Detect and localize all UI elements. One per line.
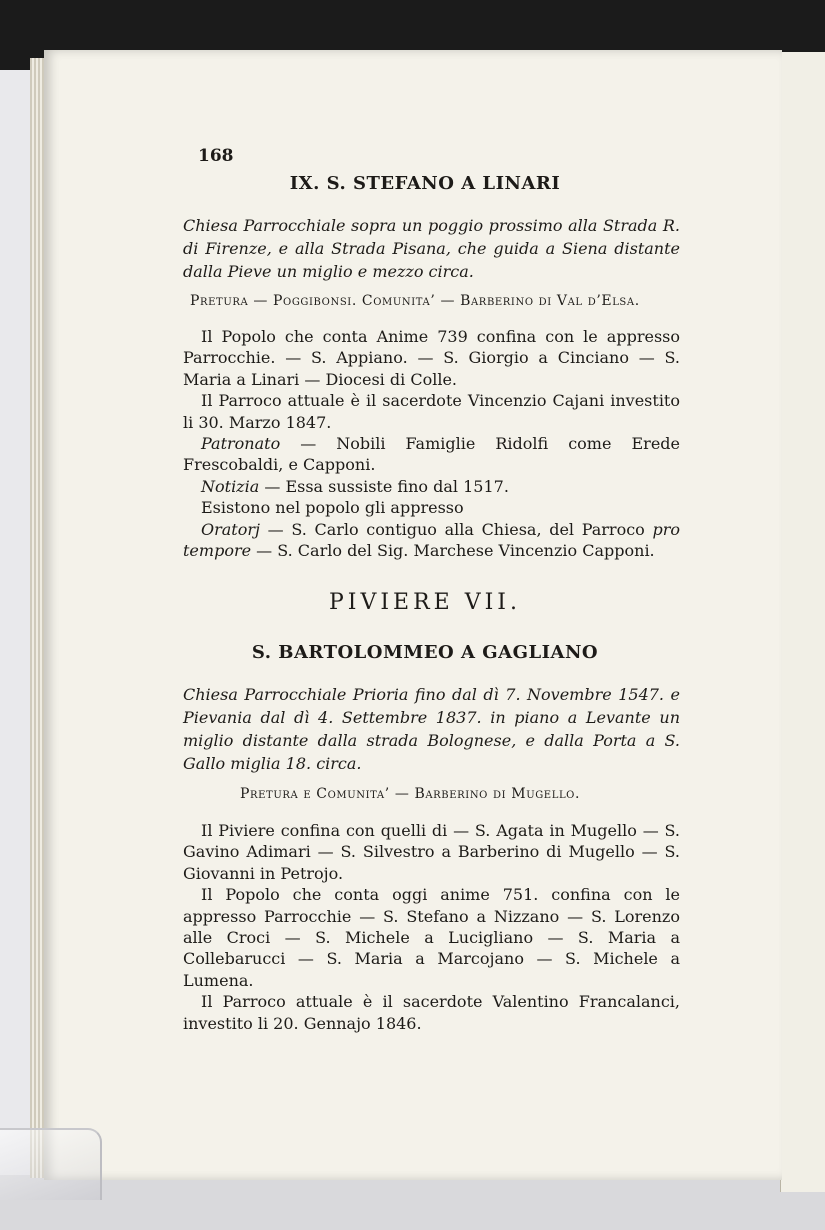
oratorj-paragraph <box>183 519 680 562</box>
patronato-paragraph <box>183 433 680 476</box>
page-number: 168 <box>198 146 234 166</box>
notizia-paragraph <box>183 476 680 497</box>
patronato-text: — Nobili Famiglie Ridolfi come Erede Frescobaldi, e Capponi. <box>183 434 680 475</box>
gagliano-body <box>183 820 680 1034</box>
linari-jurisdiction: Pretura — Poggibonsi. Comunita’ — Barberino di Val d’Elsa. <box>190 293 640 309</box>
gagliano-description: Chiesa Parrocchiale Prioria fino dal dì 7. Novembre 1547. e Pievania dal dì 4. Settembre 1837. in piano a Levante un miglio distante dalla strada Bolognese, e dalla Porta a S. Gallo miglia 18. circa. <box>183 685 680 773</box>
pro-tempore: pro tempore <box>183 519 680 561</box>
notizia-label: Notizia <box>201 476 260 496</box>
facing-page-edge <box>780 52 825 1192</box>
glass-weight-corner <box>0 1128 102 1200</box>
piviere-heading: PIVIERE VII. <box>328 590 521 615</box>
esistono-paragraph: Esistono nel popolo gli appresso <box>201 498 464 518</box>
paragraph: Il Parroco attuale è il sacerdote Vincenzio Cajani investito li 30. Marzo 1847. <box>183 391 680 432</box>
paragraph: Il Piviere confina con quelli di — S. Agata in Mugello — S. Gavino Adimari — S. Silvestro a Barberino di Mugello — S. Giovanni in Petrojo. <box>183 821 680 883</box>
linari-body <box>183 326 680 561</box>
notizia-text: — Essa sussiste fino dal 1517. <box>259 476 509 496</box>
section-title-linari: IX. S. STEFANO A LINARI <box>289 173 561 194</box>
oratorj-label: Oratorj <box>201 519 260 539</box>
paragraph: Il Popolo che conta Anime 739 confina con le appresso Parrocchie. — S. Appiano. — S. Giorgio a Cinciano — S. Maria a Linari — Diocesi di Colle. <box>183 327 680 389</box>
linari-description: Chiesa Parrocchiale sopra un poggio prossimo alla Strada R. di Firenze, e alla Strada Pisana, che guida a Siena distante dalla Pieve un miglio e mezzo circa. <box>183 216 680 281</box>
oratorj-text-2: — S. Carlo del Sig. Marchese Vincenzio Capponi. <box>251 541 655 561</box>
paragraph: Il Popolo che conta oggi anime 751. confina con le appresso Parrocchie — S. Stefano a Nizzano — S. Lorenzo alle Croci — S. Michele a Lucigliano — S. Maria a Collebarucci — S. Maria a Marcojano — S. Michele a Lumena. <box>183 885 680 990</box>
oratorj-text: — S. Carlo contiguo alla Chiesa, del Parroco <box>259 519 653 539</box>
patronato-label: Patronato <box>201 434 281 454</box>
paragraph: Il Parroco attuale è il sacerdote Valentino Francalanci, investito li 20. Gennajo 1846. <box>183 992 680 1033</box>
section-title-gagliano: S. BARTOLOMMEO A GAGLIANO <box>251 642 599 663</box>
gagliano-jurisdiction: Pretura e Comunita’ — Barberino di Mugello. <box>240 786 581 802</box>
background-bottom <box>0 1175 825 1230</box>
